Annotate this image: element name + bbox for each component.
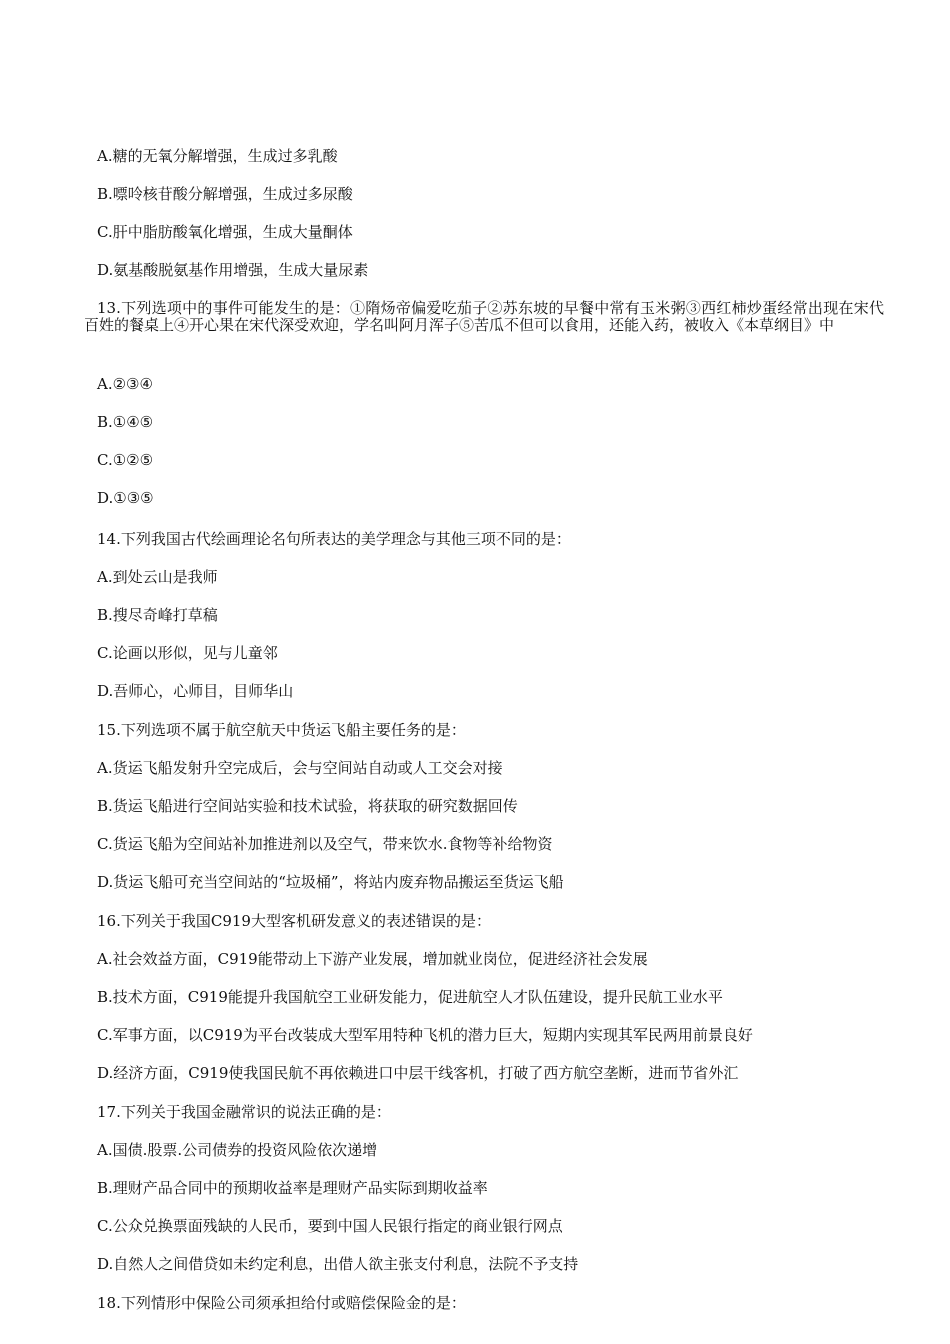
q14-option-d: D.吾师心，心师目，目师华山 [97, 682, 294, 700]
q13-option-d: D.①③⑤ [97, 489, 154, 507]
q15-option-b: B.货运飞船进行空间站实验和技术试验，将获取的研究数据回传 [97, 797, 518, 815]
q17-question: 17.下列关于我国金融常识的说法正确的是： [97, 1103, 391, 1121]
q17-option-d: D.自然人之间借贷如未约定利息，出借人欲主张支付利息，法院不予支持 [97, 1255, 579, 1273]
q15-option-c: C.货运飞船为空间站补加推进剂以及空气，带来饮水.食物等补给物资 [97, 835, 553, 853]
q16-option-c: C.军事方面，以C919为平台改装成大型军用特种飞机的潜力巨大，短期内实现其军民两用前景良好 [97, 1026, 753, 1044]
q12-option-a: A.糖的无氧分解增强，生成过多乳酸 [97, 147, 338, 165]
q14-option-a: A.到处云山是我师 [97, 568, 218, 586]
q16-option-d: D.经济方面，C919使我国民航不再依赖进口中层干线客机，打破了西方航空垄断，进而节省外汇 [97, 1064, 739, 1082]
q16-option-a: A.社会效益方面，C919能带动上下游产业发展，增加就业岗位，促进经济社会发展 [97, 950, 648, 968]
q14-option-c: C.论画以形似，见与儿童邻 [97, 644, 278, 662]
q17-option-c: C.公众兑换票面残缺的人民币，要到中国人民银行指定的商业银行网点 [97, 1217, 563, 1235]
q18-question: 18.下列情形中保险公司须承担给付或赔偿保险金的是： [97, 1294, 466, 1312]
q15-option-a: A.货运飞船发射升空完成后，会与空间站自动或人工交会对接 [97, 759, 503, 777]
q17-option-a: A.国债.股票.公司债券的投资风险依次递增 [97, 1141, 378, 1159]
q14-question: 14.下列我国古代绘画理论名句所表达的美学理念与其他三项不同的是： [97, 530, 571, 548]
q13-option-c: C.①②⑤ [97, 451, 154, 469]
q12-option-b: B.嘌呤核苷酸分解增强，生成过多尿酸 [97, 185, 353, 203]
q13-question: 13.下列选项中的事件可能发生的是：①隋炀帝偏爱吃茄子②苏东坡的早餐中常有玉米粥③西红柿炒蛋经常出现在宋代百姓的餐桌上④开心果在宋代深受欢迎，学名叫阿月浑子⑤苦瓜不但可以食用，还能入药，被收入《本草纲目》中 [84, 299, 884, 334]
q12-option-d: D.氨基酸脱氨基作用增强，生成大量尿素 [97, 261, 369, 279]
q15-question: 15.下列选项不属于航空航天中货运飞船主要任务的是： [97, 721, 466, 739]
q16-option-b: B.技术方面，C919能提升我国航空工业研发能力，促进航空人才队伍建设，提升民航工业水平 [97, 988, 723, 1006]
q12-option-c: C.肝中脂肪酸氧化增强，生成大量酮体 [97, 223, 353, 241]
q17-option-b: B.理财产品合同中的预期收益率是理财产品实际到期收益率 [97, 1179, 488, 1197]
q15-option-d: D.货运飞船可充当空间站的“垃圾桶”，将站内废弃物品搬运至货运飞船 [97, 873, 564, 891]
q13-option-a: A.②③④ [97, 375, 153, 393]
q14-option-b: B.搜尽奇峰打草稿 [97, 606, 218, 624]
q16-question: 16.下列关于我国C919大型客机研发意义的表述错误的是： [97, 912, 491, 930]
q13-option-b: B.①④⑤ [97, 413, 154, 431]
